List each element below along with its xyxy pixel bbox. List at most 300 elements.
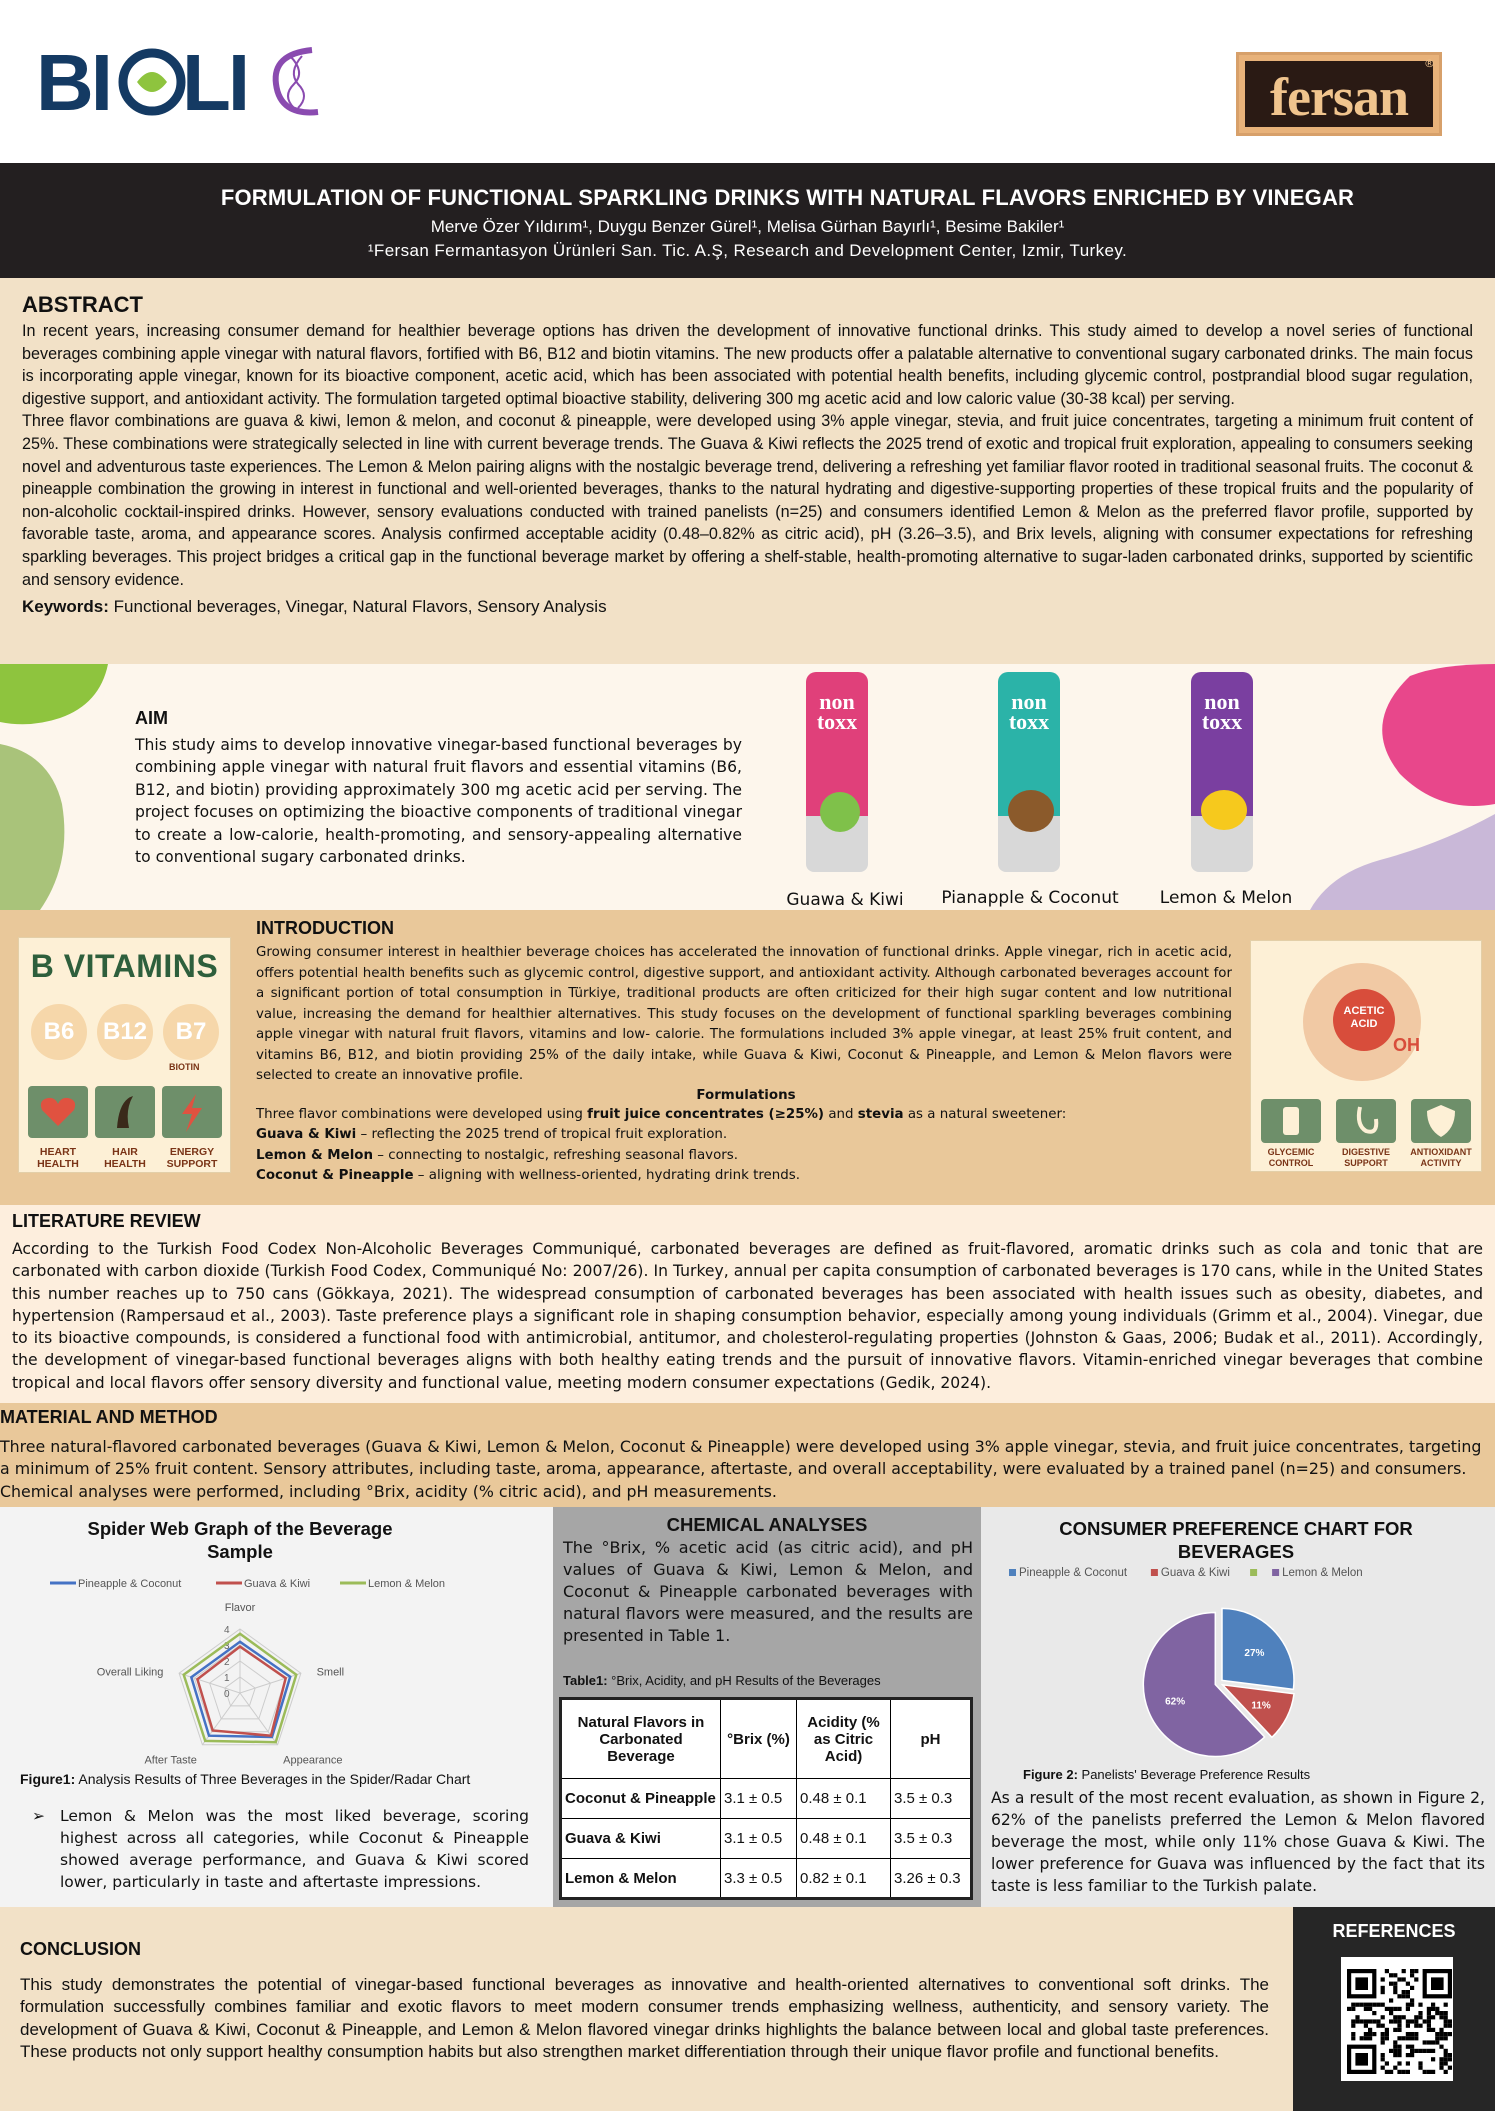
qr-module <box>1351 2036 1355 2040</box>
table-cell: 0.48 ± 0.1 <box>797 1779 891 1819</box>
qr-module <box>1414 2019 1418 2023</box>
vitamin-b12-circle: B12 <box>97 1004 153 1060</box>
qr-module <box>1406 2036 1410 2040</box>
qr-module <box>1393 2007 1397 2011</box>
qr-module <box>1406 2045 1410 2049</box>
table-header: Acidity (% as Citric Acid) <box>797 1699 891 1779</box>
material-text: Three natural-flavored carbonated beverages (Guava & Kiwi, Lemon & Melon, Coconut & Pineapple) were developed using 3% apple vinegar, stevia, and fruit juice concentrates, targeting a minimum of 25% fruit content. Sensory attributes, including taste, aroma, appearance, aftertaste, and overall acceptability, were evaluated by a trained panel (n=25) and consumers. Chemical analyses were performed, including °Brix, acidity (% citric acid), and pH measurements. <box>0 1437 1482 1501</box>
qr-module <box>1393 2040 1397 2044</box>
qr-module <box>1444 2049 1448 2053</box>
qr-module <box>1385 2070 1389 2074</box>
b-vitamins-title: B VITAMINS <box>30 948 219 984</box>
qr-module <box>1393 1986 1397 1990</box>
qr-module <box>1410 2049 1414 2053</box>
qr-module <box>1389 2049 1393 2053</box>
formulation-desc: – reflecting the 2025 trend of tropical fruit exploration. <box>356 1127 728 1142</box>
qr-module <box>1385 2036 1389 2040</box>
figure2-label: Figure 2: <box>1023 1767 1078 1782</box>
qr-module <box>1389 1998 1393 2002</box>
keywords-line <box>22 597 1473 617</box>
qr-module <box>1418 2049 1422 2053</box>
qr-module <box>1397 2019 1401 2023</box>
qr-module <box>1431 2003 1435 2007</box>
introduction-section <box>0 910 1495 1205</box>
qr-module <box>1423 2040 1427 2044</box>
qr-module <box>1381 2036 1385 2040</box>
qr-module <box>1351 2007 1355 2011</box>
qr-module <box>1439 2015 1443 2019</box>
qr-module <box>1385 2032 1389 2036</box>
formulation-name: Lemon & Melon <box>256 1147 374 1163</box>
qr-module <box>1414 2036 1418 2040</box>
energy-icon <box>162 1086 222 1138</box>
qr-module <box>1406 2053 1410 2057</box>
vitamin-b7-circle: B7 <box>163 1004 219 1060</box>
qr-module <box>1364 2003 1368 2007</box>
arrow-bullet-icon: ➢ <box>32 1807 45 1825</box>
qr-module <box>1431 2015 1435 2019</box>
qr-module <box>1393 2028 1397 2032</box>
stomach-icon <box>1336 1099 1396 1143</box>
qr-module <box>1435 2032 1439 2036</box>
qr-module <box>1381 2066 1385 2070</box>
fersan-logo <box>1236 52 1442 136</box>
qr-module <box>1389 2019 1393 2023</box>
qr-module <box>1393 2015 1397 2019</box>
qr-module <box>1372 2032 1376 2036</box>
qr-module <box>1431 2070 1435 2074</box>
qr-module <box>1397 2028 1401 2032</box>
can-brand: non toxx <box>1201 689 1243 734</box>
qr-module <box>1360 2003 1364 2007</box>
spider-bullet <box>32 1805 529 1893</box>
qr-module <box>1431 2057 1435 2061</box>
qr-module <box>1444 2032 1448 2036</box>
qr-module <box>1368 2003 1372 2007</box>
qr-module <box>1406 2024 1410 2028</box>
can-brand: non toxx <box>816 689 858 734</box>
figure2-caption <box>1023 1767 1310 1782</box>
spider-bullet-text: Lemon & Melon was the most liked beverage, scoring highest across all categories, while Coconut & Pineapple showed average performance, and Guava & Kiwi scored lower, particularly in taste and aftertaste impressions. <box>60 1807 529 1891</box>
qr-module <box>1376 2024 1380 2028</box>
abstract-heading: ABSTRACT <box>22 292 143 317</box>
qr-module <box>1435 2036 1439 2040</box>
qr-module <box>1444 2019 1448 2023</box>
qr-module <box>1414 2024 1418 2028</box>
keywords-text: Functional beverages, Vinegar, Natural Flavors, Sensory Analysis <box>108 597 607 617</box>
qr-module <box>1393 2066 1397 2070</box>
qr-module <box>1351 2024 1355 2028</box>
spider-title: Spider Web Graph of the Beverage Sample <box>87 1518 393 1562</box>
qr-module <box>1397 2045 1401 2049</box>
qr-module <box>1355 2003 1359 2007</box>
can-guava-kiwi <box>806 672 868 872</box>
qr-finder-core <box>1355 1977 1368 1990</box>
qr-module <box>1389 2070 1393 2074</box>
vitamin-b6-circle: B6 <box>31 1004 87 1060</box>
qr-module <box>1435 2040 1439 2044</box>
legend-label: Guava & Kiwi <box>244 1578 311 1590</box>
poster-header <box>0 0 1495 163</box>
qr-module <box>1444 2053 1448 2057</box>
qr-module <box>1410 2045 1414 2049</box>
qr-module <box>1444 2070 1448 2074</box>
conclusion-section <box>0 1907 1293 2111</box>
biotin-label: BIOTIN <box>169 1062 200 1072</box>
formulation-item <box>256 1125 1236 1146</box>
qr-module <box>1427 2019 1431 2023</box>
qr-module <box>1439 2036 1443 2040</box>
oh-label: OH <box>1393 1035 1420 1055</box>
qr-module <box>1372 2003 1376 2007</box>
qr-module <box>1444 2057 1448 2061</box>
qr-module <box>1397 2049 1401 2053</box>
qr-module <box>1418 2061 1422 2065</box>
table-cell: Lemon & Melon <box>561 1859 721 1899</box>
qr-module <box>1414 2032 1418 2036</box>
qr-module <box>1402 1994 1406 1998</box>
qr-module <box>1385 1969 1389 1973</box>
qr-module <box>1410 1986 1414 1990</box>
table-cell: 3.5 ± 0.3 <box>891 1779 972 1819</box>
qr-module <box>1402 1990 1406 1994</box>
qr-module <box>1397 1994 1401 1998</box>
can-lemon-melon <box>1191 672 1253 872</box>
formulations-intro <box>256 1105 1236 1126</box>
legend-label: Guava & Kiwi <box>1160 1567 1230 1579</box>
qr-module <box>1439 2028 1443 2032</box>
figure1-text: Analysis Results of Three Beverages in the Spider/Radar Chart <box>75 1771 471 1787</box>
pie-chart <box>981 1565 1495 1765</box>
qr-module <box>1423 2019 1427 2023</box>
table-cell: 3.3 ± 0.5 <box>721 1859 797 1899</box>
qr-module <box>1381 2053 1385 2057</box>
qr-module <box>1427 2040 1431 2044</box>
qr-module <box>1351 2019 1355 2023</box>
qr-module <box>1397 2007 1401 2011</box>
kiwi-image <box>820 792 860 832</box>
radar-axis-label: Flavor <box>224 1602 256 1614</box>
qr-module <box>1406 2003 1410 2007</box>
radar-tick-label: 0 <box>224 1689 230 1700</box>
qr-module <box>1389 2011 1393 2015</box>
qr-module <box>1360 2019 1364 2023</box>
lemon-image <box>1201 790 1247 830</box>
qr-module <box>1381 1986 1385 1990</box>
qr-module <box>1414 1969 1418 1973</box>
radar-series-line <box>197 1647 285 1736</box>
qr-module <box>1431 2049 1435 2053</box>
registered-mark: ® <box>1424 57 1435 70</box>
conclusion-heading: CONCLUSION <box>20 1939 141 1959</box>
qr-module <box>1410 2003 1414 2007</box>
figure2-text: Panelists' Beverage Preference Results <box>1077 1767 1311 1782</box>
qr-module <box>1381 1977 1385 1981</box>
qr-module <box>1414 1977 1418 1981</box>
hair-health-label: HAIR HEALTH <box>104 1146 146 1170</box>
qr-module <box>1385 2007 1389 2011</box>
chemical-analyses-panel <box>553 1507 981 1907</box>
qr-module <box>1402 2036 1406 2040</box>
qr-finder-core <box>1355 2053 1368 2066</box>
table-cell: 3.1 ± 0.5 <box>721 1779 797 1819</box>
qr-module <box>1360 2036 1364 2040</box>
hair-icon <box>95 1086 155 1138</box>
legend-label: Lemon & Melon <box>368 1578 446 1590</box>
table1-caption <box>563 1673 881 1688</box>
qr-module <box>1431 2040 1435 2044</box>
qr-module <box>1368 2032 1372 2036</box>
qr-module <box>1410 2032 1414 2036</box>
qr-module <box>1351 2003 1355 2007</box>
qr-module <box>1376 2003 1380 2007</box>
qr-module <box>1368 2019 1372 2023</box>
qr-module <box>1423 2070 1427 2074</box>
qr-module <box>1435 2011 1439 2015</box>
formulations-stevia: stevia <box>857 1106 904 1122</box>
qr-module <box>1410 1973 1414 1977</box>
qr-module <box>1406 2019 1410 2023</box>
qr-module <box>1389 1973 1393 1977</box>
qr-module <box>1444 2015 1448 2019</box>
qr-module <box>1418 2015 1422 2019</box>
antioxidant-activity-label: ANTIOXIDANT ACTIVITY <box>1410 1147 1472 1168</box>
formulations-and: and <box>824 1106 858 1122</box>
qr-module <box>1410 2019 1414 2023</box>
material-heading: MATERIAL AND METHOD <box>0 1407 218 1427</box>
qr-module <box>1355 2015 1359 2019</box>
qr-module <box>1364 2007 1368 2011</box>
qr-module <box>1406 1982 1410 1986</box>
qr-module <box>1427 2024 1431 2028</box>
qr-module <box>1431 2007 1435 2011</box>
qr-module <box>1448 2066 1452 2070</box>
glycemic-control-label: GLYCEMIC CONTROL <box>1267 1147 1315 1168</box>
qr-module <box>1402 1977 1406 1981</box>
preference-text: As a result of the most recent evaluation, as shown in Figure 2, 62% of the panelists preferred the Lemon & Melon flavored beverage the most, while only 11% chose Guava & Kiwi. The lower preference for Guava was influenced by the fact that its taste is less familiar to the Turkish palate. <box>991 1789 1485 1895</box>
conclusion-text: This study demonstrates the potential of vinegar-based functional beverages as innovative and health-oriented alternatives to conventional soft drinks. The formulation successfully combines familiar and exotic flavors to meet modern consumer trends emphasizing wellness, authenticity, and sensory variety. The development of Guava & Kiwi, Coconut & Pineapple, and Lemon & Melon flavored vinegar drinks highlights the balance between local and global taste preferences. These products not only support healthy consumption habits but also strengthen market differentiation through their unique flavor profile and functional benefits. <box>20 1975 1269 2062</box>
table-row <box>561 1779 972 1819</box>
qr-module <box>1351 2032 1355 2036</box>
aim-heading: AIM <box>135 708 168 728</box>
table-header-row <box>561 1699 972 1779</box>
qr-module <box>1444 2061 1448 2065</box>
qr-finder-core <box>1431 1977 1444 1990</box>
formulations-intro-text: Three flavor combinations were developed using <box>256 1106 588 1122</box>
formulations-heading: Formulations <box>696 1087 796 1103</box>
table-cell: Coconut & Pineapple <box>561 1779 721 1819</box>
radar-tick-label: 3 <box>224 1641 230 1652</box>
qr-module <box>1448 2053 1452 2057</box>
qr-module <box>1402 1969 1406 1973</box>
qr-module <box>1431 2028 1435 2032</box>
acetic-acid-molecule-icon: ACETIC ACID <box>1333 989 1395 1051</box>
can-label-pineapple-coconut: Pianapple & Coconut <box>941 888 1119 908</box>
biolic-logo <box>36 32 346 132</box>
qr-module <box>1427 2070 1431 2074</box>
material-method-section <box>0 1403 1495 1507</box>
qr-module <box>1368 2028 1372 2032</box>
authors: Merve Özer Yıldırım¹, Duygu Benzer Gürel¹, Melisa Gürhan Bayırlı¹, Besime Bakiler¹ <box>430 217 1065 236</box>
aim-section <box>0 664 1495 910</box>
table-cell: Guava & Kiwi <box>561 1819 721 1859</box>
qr-module <box>1448 2019 1452 2023</box>
poster-title: FORMULATION OF FUNCTIONAL SPARKLING DRINKS WITH NATURAL FLAVORS ENRICHED BY VINEGAR <box>220 185 1355 210</box>
qr-module <box>1439 2057 1443 2061</box>
pie-data-label: 11% <box>1251 1700 1271 1712</box>
legend-label: Lemon & Melon <box>1282 1567 1363 1579</box>
qr-module <box>1364 2024 1368 2028</box>
qr-module <box>1427 2028 1431 2032</box>
qr-module <box>1393 1982 1397 1986</box>
qr-module <box>1414 2049 1418 2053</box>
qr-module <box>1397 2070 1401 2074</box>
references-panel <box>1293 1907 1495 2111</box>
table1-label: Table1: <box>563 1673 608 1688</box>
digestive-support-label: DIGESTIVE SUPPORT <box>1341 1147 1390 1168</box>
qr-module <box>1439 2061 1443 2065</box>
qr-module <box>1385 2061 1389 2065</box>
qr-module <box>1397 2024 1401 2028</box>
qr-module <box>1444 2011 1448 2015</box>
affiliation: ¹Fersan Fermantasyon Ürünleri San. Tic. A.Ş, Research and Development Center, Izmir, Turkey. <box>367 241 1128 260</box>
literature-text: According to the Turkish Food Codex Non-Alcoholic Beverages Communiqué, carbonated beverages are defined as fruit-flavored, aromatic drinks such as cola and tonic that are carbonated with carbon dioxide (Turkish Food Codex, Communiqué No: 2007/26). In Turkey, annual per capita consumption of carbonated beverages is 170 cans, while in the United States this number reaches up to 750 cans (Gökkaya, 2021). The widespread consumption of carbonated beverages has been associated with health issues such as obesity, diabetes, and hypertension (Rampersaud et al., 2003). Taste preference plays a significant role in shaping consumption behavior, especially among young individuals (Grimm et al., 2004). Vinegar, due to its bioactive compounds, is considered a functional food with antimicrobial, antitumor, and cholesterol-regulating properties (Johnston & Gaas, 2006; Budak et al., 2011). Accordingly, the development of vinegar-based functional beverages aligns with both healthy eating trends and the pursuit of innovative flavors. Vitamin-enriched vinegar beverages that combine tropical and local flavors offer sensory diversity and functional value, meeting modern consumer expectations (Gedik, 2024). <box>12 1240 1483 1392</box>
formulations-sweetener: as a natural sweetener: <box>903 1106 1067 1122</box>
keywords-label: Keywords: <box>22 597 109 617</box>
qr-module <box>1397 1977 1401 1981</box>
qr-module <box>1364 2032 1368 2036</box>
qr-module <box>1397 2036 1401 2040</box>
svg-text:BI: BI <box>36 38 110 127</box>
introduction-heading: INTRODUCTION <box>256 918 394 938</box>
qr-module <box>1381 2015 1385 2019</box>
qr-module <box>1439 2066 1443 2070</box>
qr-module <box>1406 1994 1410 1998</box>
qr-module <box>1393 2019 1397 2023</box>
chemical-title: CHEMICAL ANALYSES <box>666 1514 868 1535</box>
qr-module <box>1368 2036 1372 2040</box>
qr-module <box>1406 2007 1410 2011</box>
radar-axis-label: Appearance <box>283 1754 343 1767</box>
radar-axis-label: After Taste <box>144 1754 197 1767</box>
spider-panel <box>0 1507 553 1907</box>
qr-module <box>1389 1982 1393 1986</box>
table-cell: 3.1 ± 0.5 <box>721 1819 797 1859</box>
table-header: °Brix (%) <box>721 1699 797 1779</box>
can-pineapple-coconut <box>998 672 1060 872</box>
qr-module <box>1372 2019 1376 2023</box>
qr-pattern <box>1341 1957 1453 2081</box>
b-vitamins-graphic <box>18 937 231 1173</box>
qr-module <box>1393 2053 1397 2057</box>
literature-heading: LITERATURE REVIEW <box>12 1211 201 1231</box>
qr-module <box>1406 1990 1410 1994</box>
fersan-logo-text: fersan <box>1270 67 1408 127</box>
qr-module <box>1448 2057 1452 2061</box>
qr-module <box>1347 2007 1351 2011</box>
qr-module <box>1393 1973 1397 1977</box>
qr-module <box>1439 2032 1443 2036</box>
can-label-guava-kiwi: Guawa & Kiwi <box>786 890 904 910</box>
qr-module <box>1393 2049 1397 2053</box>
literature-review-section <box>0 1205 1495 1403</box>
table-header: Natural Flavors in Carbonated Beverage <box>561 1699 721 1779</box>
qr-module <box>1381 2057 1385 2061</box>
formulation-item <box>256 1166 1236 1187</box>
coconut-image <box>1008 790 1054 832</box>
qr-module <box>1444 2024 1448 2028</box>
glucose-meter-icon <box>1261 1099 1321 1143</box>
legend-swatch <box>1272 1569 1279 1576</box>
qr-module <box>1393 1990 1397 1994</box>
qr-module <box>1397 2053 1401 2057</box>
abstract-section <box>0 278 1495 664</box>
figure1-label: Figure1: <box>20 1771 76 1787</box>
qr-module <box>1364 2019 1368 2023</box>
table-row <box>561 1819 972 1859</box>
qr-module <box>1406 2061 1410 2065</box>
energy-support-label: ENERGY SUPPORT <box>166 1146 218 1170</box>
qr-module <box>1444 2003 1448 2007</box>
qr-module <box>1355 2019 1359 2023</box>
table-cell: 3.5 ± 0.3 <box>891 1819 972 1859</box>
table-cell: 0.82 ± 0.1 <box>797 1859 891 1899</box>
heart-health-label: HEART HEALTH <box>37 1146 79 1170</box>
heart-icon <box>28 1086 88 1138</box>
figure1-caption <box>20 1771 470 1787</box>
formulations-juice: fruit juice concentrates (≥25%) <box>587 1106 825 1122</box>
qr-module <box>1427 2049 1431 2053</box>
qr-module <box>1381 2040 1385 2044</box>
legend-swatch <box>1250 1569 1257 1576</box>
table-cell: 3.26 ± 0.3 <box>891 1859 972 1899</box>
table-cell: 0.48 ± 0.1 <box>797 1819 891 1859</box>
qr-module <box>1397 2061 1401 2065</box>
legend-swatch <box>1151 1569 1158 1576</box>
qr-module <box>1448 2024 1452 2028</box>
formulation-desc: – connecting to nostalgic, refreshing seasonal flavors. <box>373 1147 739 1163</box>
radar-tick-label: 4 <box>224 1625 230 1636</box>
radar-axis-label: Overall Liking <box>96 1666 164 1679</box>
pie-data-label: 27% <box>1244 1647 1265 1659</box>
radar-tick-label: 2 <box>224 1657 230 1668</box>
qr-module <box>1418 2024 1422 2028</box>
qr-code-icon[interactable] <box>1341 1957 1453 2081</box>
qr-module <box>1439 2045 1443 2049</box>
results-section <box>0 1507 1495 1907</box>
can-label-lemon-melon: Lemon & Melon <box>1159 888 1293 908</box>
qr-module <box>1397 2015 1401 2019</box>
introduction-paragraph: Growing consumer interest in healthier beverage choices has accelerated the innovation of functional drinks. Apple vinegar, rich in acetic acid, offers potential health benefits such as glycemic control, digestive support, and antioxidant activity. Although carbonated beverages account for a significant portion of total consumption in Türkiye, traditional products are often criticized for their high sugar content and low nutritional value, increasing the demand for healthier alternatives. This study focuses on the development of functional sparkling beverages combining apple vinegar with natural fruit flavors, vitamins and low- calorie. The formulations included 3% apple vinegar, at least 25% fruit content, and vitamins B6, B12, and biotin providing 25% of the daily intake, while Guava & Kiwi, Coconut & Pineapple, and Lemon & Melon flavors were selected to create an innovative profile. <box>256 945 1232 1083</box>
qr-module <box>1402 2015 1406 2019</box>
abstract-paragraph-1: In recent years, increasing consumer demand for healthier beverage options has driven the development of innovative functional drinks. This study aimed to develop a novel series of functional beverages combining apple vinegar with natural flavors, fortified with B6, B12 and biotin vitamins. The new products offer a palatable alternative to conventional sugary carbonated drinks. The main focus is incorporating apple vinegar, known for its bioactive component, acetic acid, which has been associated with potential health benefits, including glycemic control, postprandial blood sugar regulation, digestive support, and antioxidant activity. The formulation targeted optimal bioactive stability, delivering 300 mg acetic acid and low caloric value (30-38 kcal) per serving. <box>22 322 1473 408</box>
svg-text:LI: LI <box>182 38 248 127</box>
qr-module <box>1389 2007 1393 2011</box>
qr-module <box>1393 2045 1397 2049</box>
qr-module <box>1418 2003 1422 2007</box>
qr-module <box>1414 2015 1418 2019</box>
pie-data-label: 62% <box>1165 1696 1186 1708</box>
preference-panel <box>981 1507 1495 1907</box>
qr-module <box>1410 1969 1414 1973</box>
title-band <box>0 163 1495 278</box>
abstract-paragraph-2: Three flavor combinations are guava & kiwi, lemon & melon, and coconut & pineapple, were developed using 3% apple vinegar, stevia, and fruit juice concentrates, targeting a minimum fruit content of 25%. These combinations were strategically selected in line with current beverage trends. The Guava & Kiwi reflects the 2025 trend of exotic and tropical fruit exploration, appealing to consumers seeking novel and adventurous taste experiences. The Lemon & Melon pairing aligns with the nostalgic beverage trend, delivering a refreshing yet familiar flavor rooted in traditional seasonal fruits. The coconut & pineapple combination the growing in interest in functional and well-oriented beverages, thanks to the natural hydrating and digestive-supporting properties of these tropical fruits and the popularity of non-alcoholic cocktail-inspired drinks. However, sensory evaluations conducted with trained panelists (n=25) and consumers identified Lemon & Melon as the preferred flavor profile, supported by favorable taste, aroma, and appearance scores. Analysis confirmed acceptable acidity (0.48–0.82% as citric acid), pH (3.26–3.5), and Brix levels, aligning with consumer expectations for refreshing sparkling beverages. This project bridges a critical gap in the functional beverage market by offering a shelf-stable, health-promoting alternative to sugar-laden carbonated drinks, supported by scientific and sensory evidence. <box>22 412 1473 589</box>
qr-module <box>1410 2036 1414 2040</box>
qr-module <box>1427 2007 1431 2011</box>
legend-swatch <box>1009 1569 1016 1576</box>
qr-module <box>1427 2011 1431 2015</box>
formulation-name: Guava & Kiwi <box>256 1127 357 1142</box>
